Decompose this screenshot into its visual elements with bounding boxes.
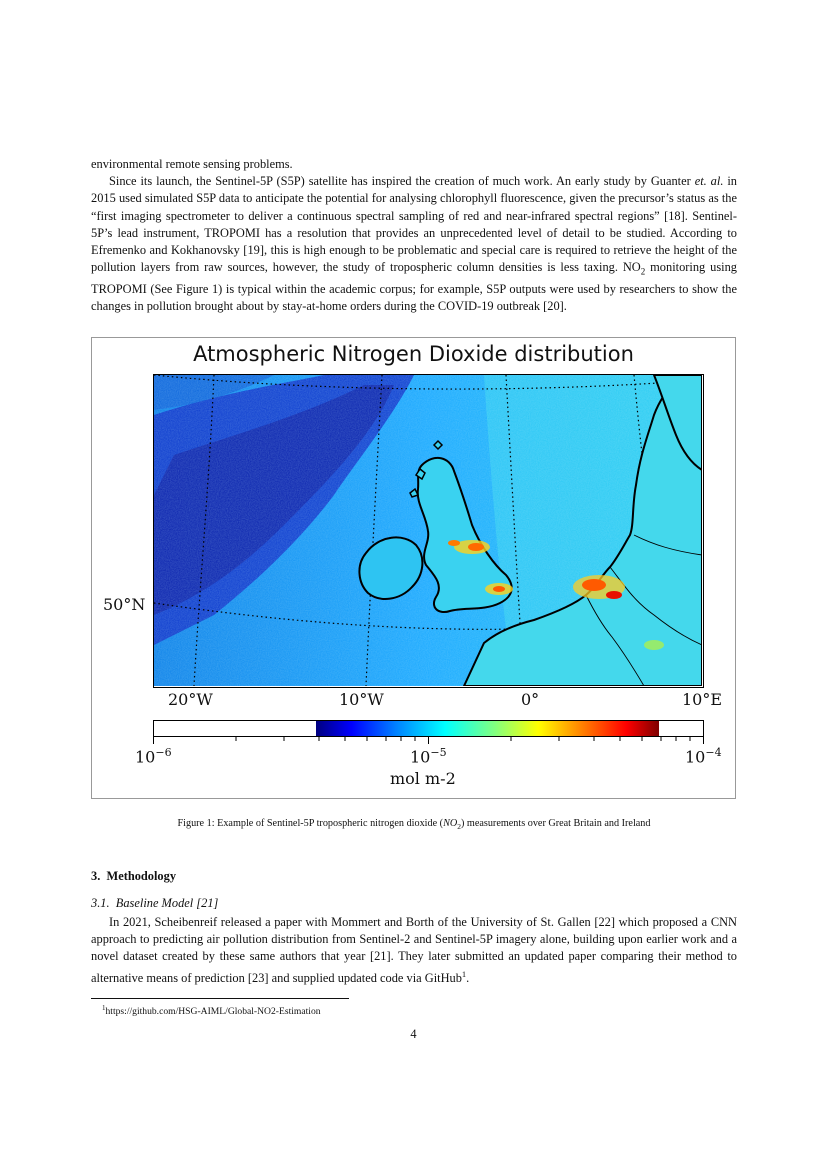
intro-line: environmental remote sensing problems.: [91, 157, 293, 171]
footnote: [102, 1004, 321, 1017]
lon-label-10w: 10°W: [339, 690, 384, 709]
subsection-title: Baseline Model [21]: [115, 896, 219, 910]
colorbar-ticks: [153, 737, 704, 745]
p2-text-a: Since its launch, the Sentinel-5P (S5P) satellite has inspired the creation of much work. An early study by Guanter: [109, 174, 695, 189]
caption-text-a: Figure 1: Example of Sentinel-5P tropospheric nitrogen dioxide (: [177, 818, 444, 829]
page-number: 4: [410, 1027, 417, 1041]
method-body: In 2021, Scheibenreif released a paper with Mommert and Borth of the University of St. Gallen [22] which proposed a CNN approach to predicting air pollution distribution from Sentinel-2 and Sentinel-5P imagery alone, building upon earlier work and a novel dataset created by these same authors that year [21]. They later submitted an updated paper comparing their method to alternative means of prediction [23] and supplied updated code via GitHub: [91, 915, 737, 985]
caption-text-b: ) measurements over Great Britain and Ireland: [460, 818, 651, 829]
colorbar-unit: mol m-2: [390, 769, 456, 788]
colorbar-tick-low: [135, 746, 172, 766]
caption-no: NO: [443, 818, 458, 829]
colorbar-tick-high: [685, 746, 722, 766]
footnote-number: 1: [102, 1004, 106, 1012]
no2-map: [153, 374, 704, 688]
section-title: Methodology: [106, 869, 177, 883]
cb-tick-high-base: 10: [685, 747, 706, 767]
paragraph-s5p: [91, 173, 737, 315]
colorbar-tick-mid: [410, 746, 447, 766]
p2-etal: et. al.: [694, 174, 724, 189]
method-end: .: [466, 970, 470, 985]
subsection-heading: [91, 896, 218, 911]
section-number: 3.: [91, 869, 101, 883]
cb-tick-high-exp: −4: [705, 746, 722, 759]
caption-subscript: 2: [457, 822, 461, 832]
p2-text-b: in 2015 used simulated S5P data to anticipate the potential for analysing chlorophyll fluorescence, given the precursor’s status as the “first imaging spectrometer to deliver a continuous spectral sampling of red and near-infrared spectral regions” [18]. Sentinel-5P’s lead instrument, TROPOMI has a resolution that provides an unprecedented level of detail to be studied. According to Efremenko and Kokhanovsky [19], this is high enough to be problematic and special care is required to retrieve the height of the pollution layers from raw sources, however, the study of tropospheric column densities is less taxing. NO: [91, 174, 737, 275]
method-text: [91, 914, 737, 987]
footnote-rule: [91, 998, 349, 999]
paragraph-baseline: [91, 914, 737, 987]
p2-text-c: monitoring using TROPOMI (See Figure 1) is typical within the academic corpus; for example, S5P outputs were used by researchers to show the changes in pollution brought about by stay-at-home orders during the COVID-19 outbreak [20].: [91, 260, 737, 314]
cb-tick-mid-base: 10: [410, 747, 431, 767]
figure-title: Atmospheric Nitrogen Dioxide distribution: [193, 342, 634, 366]
p2-subscript: 2: [640, 266, 646, 277]
cb-tick-low-exp: −6: [155, 746, 172, 759]
figure-1: [91, 337, 736, 799]
lat-label-50n: 50°N: [103, 595, 146, 614]
lon-label-0: 0°: [521, 690, 540, 709]
intro-text: [91, 156, 737, 315]
no2-map-image: [154, 375, 702, 686]
subsection-number: 3.1.: [91, 896, 110, 910]
footnote-marker[interactable]: 1: [461, 968, 467, 979]
lon-label-10e: 10°E: [682, 690, 723, 709]
figure-caption: [91, 818, 737, 831]
lon-label-20w: 20°W: [168, 690, 213, 709]
colorbar: [153, 720, 704, 737]
cb-tick-low-base: 10: [135, 747, 156, 767]
footnote-url[interactable]: https://github.com/HSG-AIML/Global-NO2-Estimation: [105, 1006, 321, 1018]
cb-tick-mid-exp: −5: [430, 746, 447, 759]
section-heading: [91, 869, 176, 884]
